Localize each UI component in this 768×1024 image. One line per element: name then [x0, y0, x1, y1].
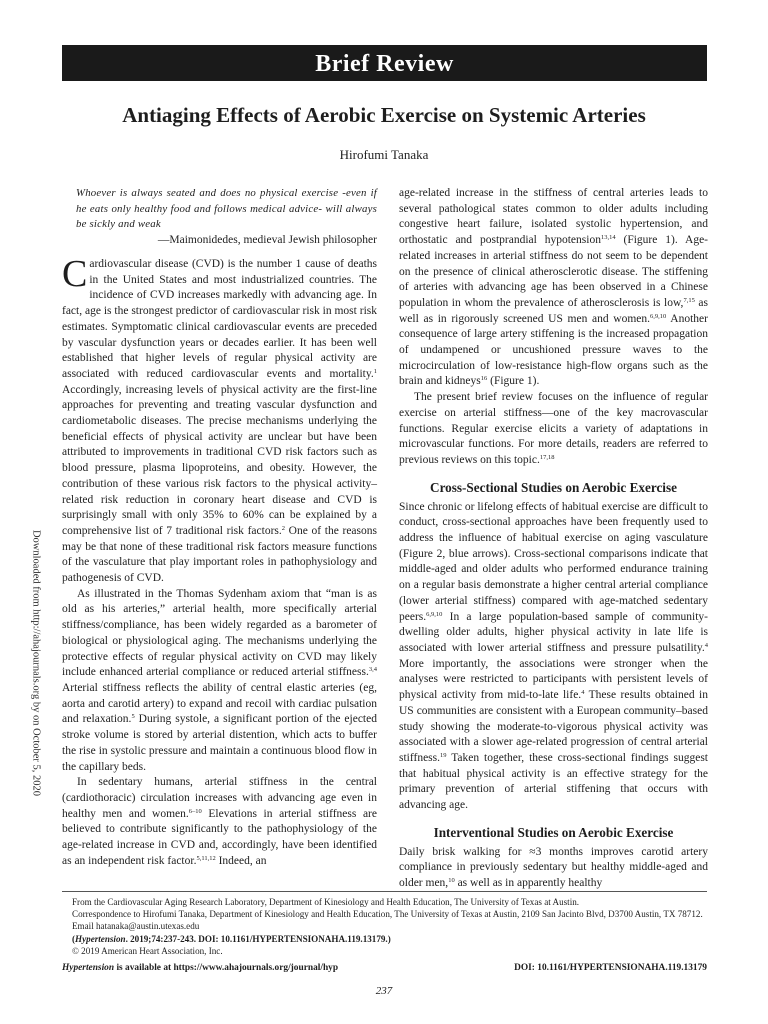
reference-superscript[interactable]: 4	[581, 689, 585, 697]
left-column	[62, 186, 377, 869]
text-run: Another consequence of large artery stiffening is the increased propagation of undampened or uncushioned pressure waves to the microcirculation of low-resistance high-flow organs such as the brain and kidneys	[399, 312, 708, 388]
affiliation-note: From the Cardiovascular Aging Research Laboratory, Department of Kinesiology and Health Education, The University of Texas at Austin.	[72, 897, 580, 907]
footnotes	[62, 896, 712, 957]
reference-superscript[interactable]: 4	[704, 641, 708, 649]
text-run: Indeed, an	[215, 854, 267, 867]
text-run: ardiovascular disease (CVD) is the number 1 cause of deaths in the United States and most industrialized countries. The incidence of CVD increases markedly with advancing age. In fact, age is the strongest predictor of cardiovascular risk in most risk estimates. Symptomatic clinical cardiovascular events are preceded by vascular dysfunction years or decades earlier. It has been well established that higher levels of regular physical activity are associated with reduced cardiovascular events and mortality.	[62, 258, 377, 380]
reference-superscript[interactable]: 2	[281, 524, 285, 532]
text-run: age-related increase in the stiffness of central arteries leads to several pathological states common to older adults including congestive heart failure, isolated systolic hypertension, and orthostatic and postprandial hypotension	[399, 187, 708, 247]
reference-superscript[interactable]: 7,15	[683, 296, 695, 304]
reference-superscript[interactable]: 10	[448, 877, 455, 885]
text-run: (Figure 1). Age-related increases in arterial stiffness do not seem to be dependent on the presence of clinical atherosclerotic disease. The stiffening of arteries with advancing age has been observed in a Chinese population in whom the prevalence of atherosclerosis is low,	[399, 234, 708, 309]
section-heading: Cross-Sectional Studies on Aerobic Exercise	[430, 479, 677, 495]
copyright-note: © 2019 American Heart Association, Inc.	[72, 945, 223, 956]
reference-superscript[interactable]: 17,18	[539, 453, 555, 461]
doi-text[interactable]: DOI: 10.1161/HYPERTENSIONAHA.119.13179	[514, 963, 707, 973]
text-run: In sedentary humans, arterial stiffness in the central (cardiothoracic) circulation increases with advancing age even in healthy men and women.	[62, 776, 377, 820]
paragraph	[62, 775, 377, 869]
reference-superscript[interactable]: 19	[440, 751, 447, 759]
reference-superscript[interactable]: 1	[373, 367, 377, 375]
footnote-divider	[62, 891, 707, 892]
journal-url-text[interactable]: is available at https://www.ahajournals.org/journal/hyp	[114, 963, 339, 973]
reference-superscript[interactable]: 5,11,12	[196, 854, 216, 862]
paragraph	[399, 186, 708, 390]
drop-cap: C	[62, 253, 88, 295]
text-run: (Figure 1).	[487, 375, 540, 388]
text-run: During systole, a significant portion of the ejected stroke volume is stored by arterial distention, which acts to buffer the rise in systolic pressure and maintain a continuous blood flow in the capillary beds.	[62, 713, 377, 773]
paragraph	[399, 500, 708, 814]
text-run: One of the reasons may be that none of these traditional risk factors measure functions of the vasculature that play important roles in pathophysiology and pathogenesis of CVD.	[62, 524, 377, 585]
text-run: Taken together, these cross-sectional findings suggest that habitual physical activity is an effective strategy for the primary prevention of arterial stiffening that occurs with advancing age.	[399, 751, 708, 812]
reference-superscript[interactable]: 6,9,10	[650, 312, 667, 320]
text-run: as well as in rigorously screened US men and women.	[399, 296, 708, 325]
section-banner: Brief Review	[62, 45, 707, 81]
journal-name: Hypertension	[62, 963, 115, 973]
text-run: as well as in apparently healthy	[454, 877, 603, 890]
text-run: Daily brisk walking for ≈3 months improves carotid artery compliance in previously sedentary but healthy middle-aged and older men,	[399, 845, 708, 890]
reference-superscript[interactable]: 3,4	[368, 666, 377, 674]
citation-details: . 2019;74:237-243. DOI: 10.1161/HYPERTENSIONAHA.119.13179.)	[125, 933, 391, 944]
reference-superscript[interactable]: 6–10	[188, 807, 202, 815]
text-run: In a large population-based sample of community-dwelling older adults, higher physical activity in late life is associated with lower arterial stiffness and pressure pulsatility.	[399, 610, 708, 654]
text-run: As illustrated in the Thomas Sydenham axiom that “man is as old as his arteries,” arterial health, more specifically arterial stiffness/compliance, has been widely regarded as a barometer of biological or physiological aging. The mechanisms underlying the protective effects of regular physical activity on CVD may likely include enhanced arterial compliance or reduced arterial stiffness.	[62, 587, 377, 679]
download-notice: Downloaded from http://ahajournals.org by on October 5, 2020	[30, 529, 42, 797]
text-run: Elevations in arterial stiffness are believed to contribute significantly to the pathophysiology of the age-related increase in CVD and, accordingly, have been identified as an independent risk factor.	[62, 807, 377, 867]
citation-journal: Hypertension	[75, 933, 126, 944]
journal-footer	[62, 963, 707, 973]
reference-superscript[interactable]: 16	[480, 375, 488, 383]
text-run: These results obtained in US communities are consistent with a European community–based study showing the moderate-to-vigorous physical activity was associated with a slower age-related progression of central arterial stiffness.	[399, 689, 708, 764]
download-sidebar	[26, 518, 46, 808]
right-column	[399, 186, 708, 892]
citation-note: (Hypertension. 2019;74:237-243. DOI: 10.1161/HYPERTENSIONAHA.119.13179.)	[72, 933, 391, 944]
paragraph	[399, 845, 708, 892]
section-heading: Interventional Studies on Aerobic Exercise	[433, 824, 674, 840]
correspondence-note: Correspondence to Hirofumi Tanaka, Department of Kinesiology and Health Education, The University of Texas at Austin, 2109 San Jacinto Blvd, D3700 Austin, TX 78712. Email hatanaka@austin.utexas.edu	[72, 909, 703, 932]
text-run: The present brief review focuses on the influence of regular exercise on arterial stiffness—one of the key macrovascular functions. Regular exercise elicits a variety of adaptations in microvascular functions. For more details, readers are referred to previous reviews on this topic.	[399, 391, 708, 466]
epigraph-attribution: —Maimonidedes, medieval Jewish philosopher	[157, 233, 377, 246]
journal-availability	[62, 963, 338, 973]
reference-superscript[interactable]: 13,14	[600, 234, 616, 242]
paragraph	[62, 253, 377, 587]
reference-superscript[interactable]: 5	[131, 713, 135, 721]
article-title: Antiaging Effects of Aerobic Exercise on Systemic Arteries	[122, 103, 646, 127]
text-run: Accordingly, increasing levels of physical activity are the first-line approaches for preventing and treating vascular dysfunction and cardiometabolic diseases. The precise mechanisms underlying the beneficial effects of physical activity are unclear but have been attributed to improvements in traditional CVD risk factors such as blood pressure, plasma lipoproteins, and obesity. However, the contribution of these various risk factors to the physical activity–related risk reduction in coronary heart disease and CVD is surprisingly small with only 35% to 60% can be explained by a comprehensive list of 7 traditional risk factors.	[62, 383, 377, 537]
paragraph	[399, 390, 708, 469]
author-name: Hirofumi Tanaka	[339, 147, 429, 162]
reference-superscript[interactable]: 6,9,10	[426, 610, 443, 618]
text-run: More importantly, the associations were stronger when the analyses were restricted to participants with persistent levels of physical activity from mid-to-late life.	[399, 657, 708, 702]
page-number: 237	[375, 985, 393, 997]
text-run: Arterial stiffness reflects the ability of central elastic arteries (eg, aorta and carotid artery) to expand and recoil with cardiac pulsation and relaxation.	[62, 681, 377, 726]
epigraph-quote: Whoever is always seated and does no physical exercise -even if he eats only healthy food and follows medical advice- will always be sickly and weak	[76, 187, 377, 230]
text-run: Since chronic or lifelong effects of habitual exercise are difficult to conduct, cross-sectional approaches have been frequently used to address the influence of habitual exercise on aging vasculature (Figure 2, blue arrows). Cross-sectional comparisons indicate that middle-aged and older adults who performed endurance training on a regular basis demonstrate a higher central arterial compliance (lower arterial stiffness) compared with age-matched sedentary peers.	[399, 500, 708, 623]
paragraph	[62, 587, 377, 775]
